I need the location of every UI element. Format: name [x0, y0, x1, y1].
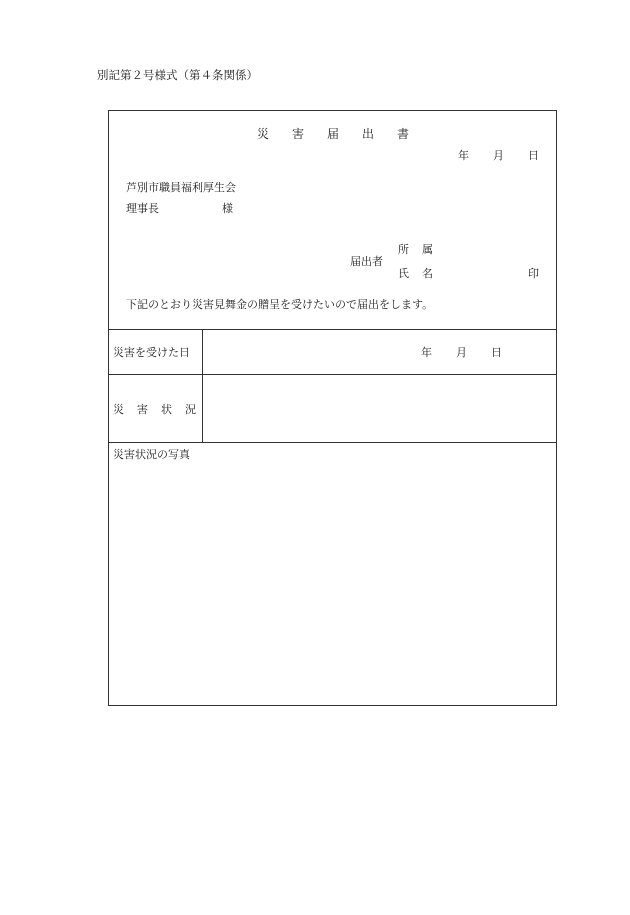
damage-photo-label: 災害状況の写真 [113, 448, 190, 461]
title-char: 害 [292, 127, 305, 141]
title-char: 書 [397, 127, 410, 141]
damage-status-field[interactable] [203, 375, 556, 441]
affiliation-label-char: 所 [398, 243, 409, 256]
title-char: 災 [257, 127, 270, 141]
date-month-label: 月 [493, 149, 504, 162]
applicant-label: 届出者 [350, 255, 383, 268]
damage-status-label-char: 害 [137, 403, 148, 416]
separator-header-bottom [108, 329, 557, 330]
form-number: 別記第２号様式（第４条関係） [97, 68, 258, 82]
name-label-char: 名 [422, 267, 433, 280]
addressee-organization: 芦別市職員福利厚生会 [126, 181, 236, 194]
title-char: 届 [327, 127, 340, 141]
damage-date-label: 災害を受けた日 [113, 346, 190, 359]
addressee-honorific: 様 [222, 202, 233, 215]
title-char: 出 [362, 127, 375, 141]
request-statement: 下記のとおり災害見舞金の贈呈を受けたいので届出をします。 [126, 298, 434, 311]
date-day-label: 日 [528, 149, 539, 162]
damage-status-label-char: 況 [185, 403, 196, 416]
affiliation-label-char: 属 [422, 243, 433, 256]
separator-damage-status-bottom [108, 442, 557, 443]
damage-date-day-label: 日 [491, 346, 502, 359]
seal-label: 印 [528, 267, 539, 280]
damage-status-label-char: 災 [113, 403, 124, 416]
damage-date-month-label: 月 [456, 346, 467, 359]
damage-status-label-char: 状 [161, 403, 172, 416]
damage-date-year-label: 年 [421, 346, 432, 359]
date-year-label: 年 [458, 149, 469, 162]
name-label-char: 氏 [398, 267, 409, 280]
addressee-title: 理事長 [126, 202, 159, 215]
damage-photo-area[interactable] [109, 465, 556, 705]
